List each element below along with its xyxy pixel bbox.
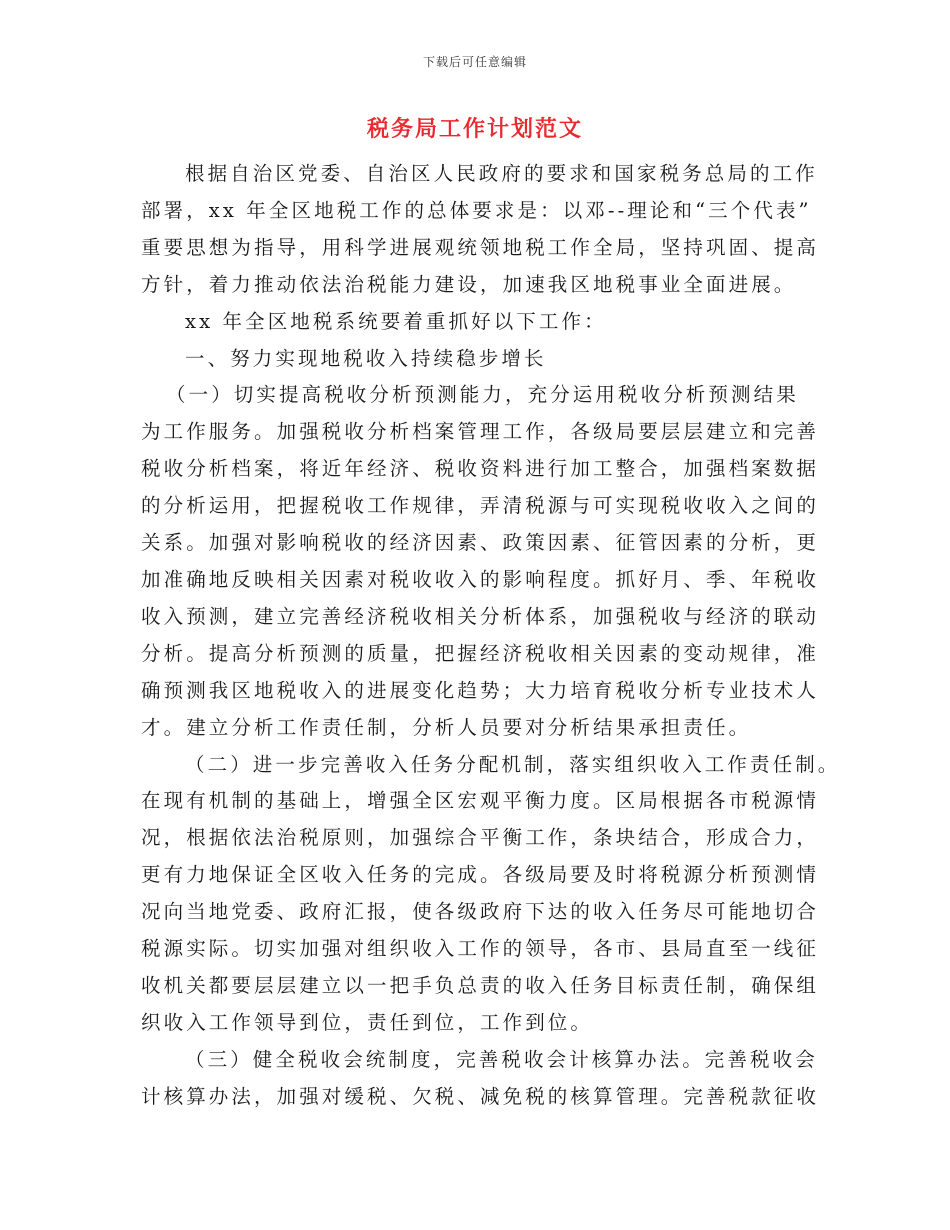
body-line: 重要思想为指导，用科学进展观统领地税工作全局，坚持巩固、提高 (141, 235, 820, 259)
body-line: （三）健全税收会统制度，完善税收会计核算办法。完善税收会 (185, 1047, 818, 1071)
body-line: 确预测我区地税收入的进展变化趋势；大力培育税收分析专业技术人 (141, 678, 820, 702)
body-line: （二）进一步完善收入任务分配机制，落实组织收入工作责任制。 (185, 752, 841, 776)
body-line: 关系。加强对影响税收的经济因素、政策因素、征管因素的分析，更 (141, 531, 820, 555)
document-body (141, 156, 841, 1116)
body-line: 加准确地反映相关因素对税收收入的影响程度。抓好月、季、年税收 (141, 567, 820, 591)
body-line: 计核算办法，加强对缓税、欠税、减免税的核算管理。完善税款征收 (141, 1084, 820, 1108)
document-title: 税务局工作计划范文 (366, 116, 583, 142)
body-line: 税收分析档案，将近年经济、税收资料进行加工整合，加强档案数据 (141, 457, 820, 481)
body-line: 织收入工作领导到位，责任到位，工作到位。 (141, 1010, 594, 1034)
body-line: 方针，着力推动依法治税能力建设，加速我区地税事业全面进展。 (141, 272, 797, 296)
header-note: 下载后可任意编辑 (422, 55, 527, 69)
body-line: 的分析运用，把握税收工作规律，弄清税源与可实现税收收入之间的 (141, 494, 820, 518)
body-line: 收入预测，建立完善经济税收相关分析体系，加强税收与经济的联动 (141, 604, 820, 628)
body-line: 部署，xx 年全区地税工作的总体要求是：以邓--理论和“三个代表” (141, 198, 812, 222)
body-line: 为工作服务。加强税收分析档案管理工作，各级局要层层建立和完善 (141, 420, 820, 444)
body-line: 收机关都要层层建立以一把手负总责的收入任务目标责任制，确保组 (141, 973, 820, 997)
body-line: 更有力地保证全区收入任务的完成。各级局要及时将税源分析预测情 (141, 863, 820, 887)
body-line: 才。建立分析工作责任制，分析人员要对分析结果承担责任。 (141, 715, 752, 739)
body-line: 分析。提高分析预测的质量，把握经济税收相关因素的变动规律，准 (141, 641, 820, 665)
body-line: 况，根据依法治税原则，加强综合平衡工作，条块结合，形成合力， (141, 826, 820, 850)
body-line: 在现有机制的基础上，增强全区宏观平衡力度。区局根据各市税源情 (141, 789, 820, 813)
body-line: 根据自治区党委、自治区人民政府的要求和国家税务总局的工作 (185, 162, 818, 185)
body-line: （一）切实提高税收分析预测能力，充分运用税收分析预测结果 (166, 383, 799, 407)
body-line: 税源实际。切实加强对组织收入工作的领导，各市、县局直至一线征 (141, 937, 820, 961)
body-line: 况向当地党委、政府汇报，使各级政府下达的收入任务尽可能地切合 (141, 900, 820, 924)
body-line: 一、努力实现地税收入持续稳步增长 (185, 346, 547, 370)
body-line: xx 年全区地税系统要着重抓好以下工作： (185, 309, 607, 333)
